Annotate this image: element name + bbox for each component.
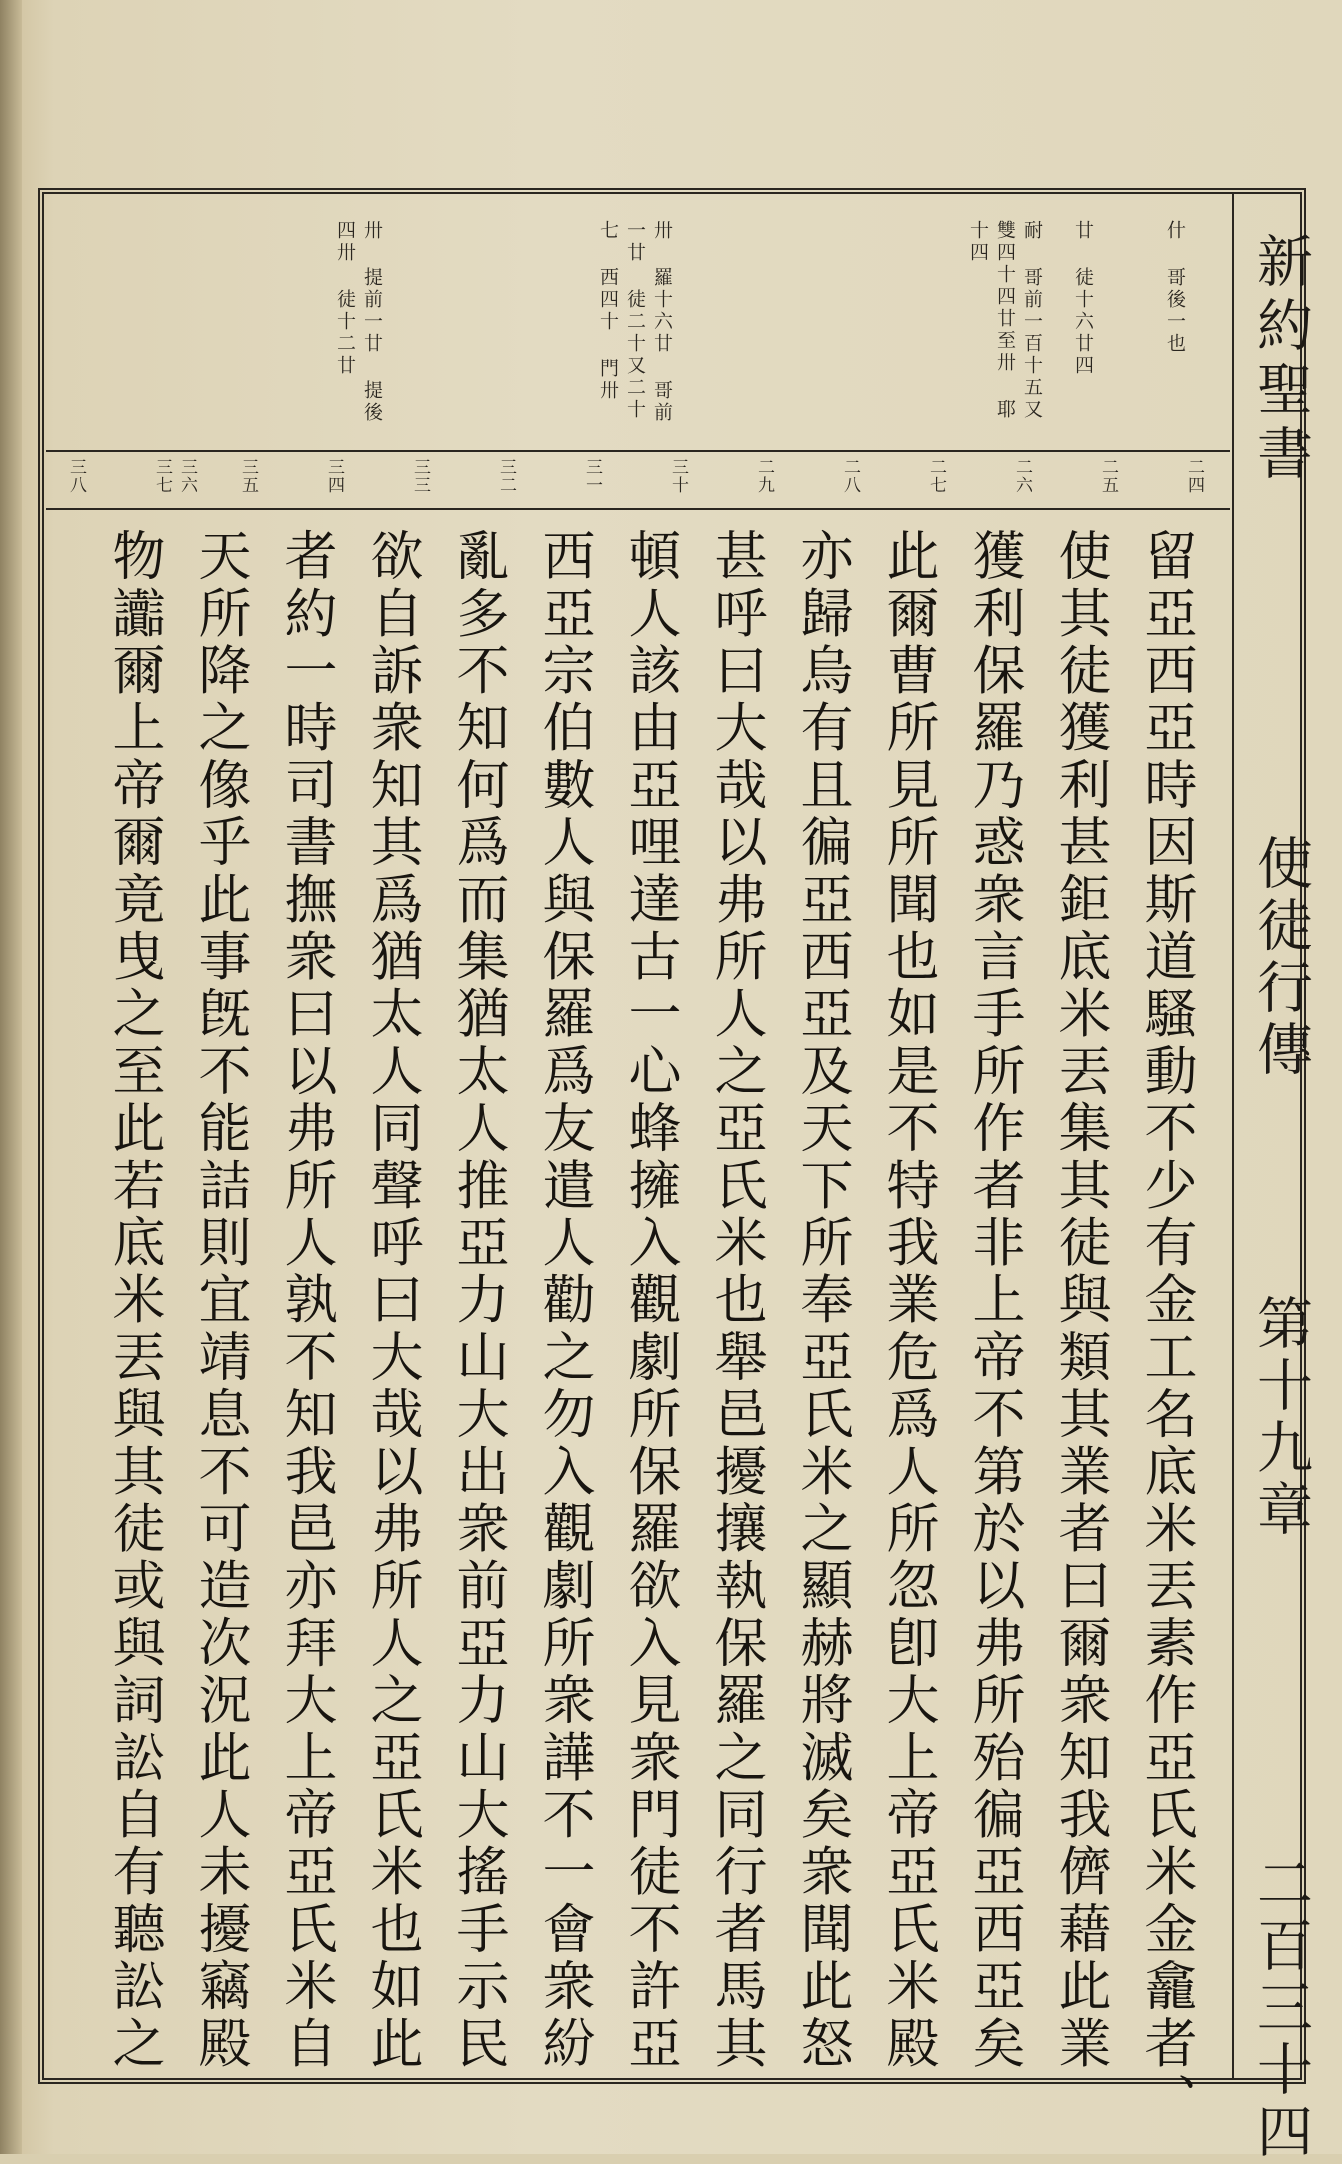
annotation-region bbox=[46, 196, 1230, 452]
annotation: 卅 提前一廿 提後四卅 徒十二廿 bbox=[334, 220, 383, 424]
verse-number: 三二 bbox=[496, 458, 516, 494]
body-column: 此爾曹所見所聞也如是不特我業危爲人所忽卽大上帝亞氏米殿 bbox=[878, 528, 939, 2073]
body-column: 留亞西亞時因斯道騷動不少有金工名底米丟素作亞氏米金龕者、 bbox=[1136, 528, 1197, 2130]
annotation: 耐 哥前一百十五又 雙四十四廿至卅 耶十四 bbox=[967, 220, 1043, 421]
body-column: 獲利保羅乃惑衆言手所作者非上帝不第於以弗所殆徧亞西亞矣 bbox=[964, 528, 1025, 2073]
body-column: 使其徒獲利甚鉅底米丟集其徒與類其業者曰爾衆知我儕藉此業 bbox=[1050, 528, 1111, 2073]
verse-number: 三四 bbox=[324, 458, 344, 494]
verse-number: 三五 bbox=[238, 458, 258, 494]
body-column: 亂多不知何爲而集猶太人推亞力山大出衆前亞力山大搖手示民 bbox=[448, 528, 509, 2073]
verse-number-row bbox=[46, 450, 1230, 510]
verse-number: 二七 bbox=[926, 458, 946, 494]
verse-number: 三十 bbox=[668, 458, 688, 494]
annotation: 廿 徒十六廿四 bbox=[1072, 220, 1094, 377]
section-title: 使徒行傳 bbox=[1248, 834, 1313, 1082]
verse-number: 三三 bbox=[410, 458, 430, 494]
verse-number: 二五 bbox=[1098, 458, 1118, 494]
chapter-heading: 第十九章 bbox=[1248, 1294, 1313, 1542]
body-column: 亦歸烏有且徧亞西亞及天下所奉亞氏米之顯赫將滅矣衆聞此怒 bbox=[792, 528, 853, 2073]
body-column: 頓人該由亞哩達古一心蜂擁入觀劇所保羅欲入見衆門徒不許亞 bbox=[620, 528, 681, 2073]
book-title: 新約聖書 bbox=[1248, 232, 1313, 488]
body-column: 天所降之像乎此事旣不能詰則宜靖息不可造次況此人未擾竊殿 bbox=[190, 528, 251, 2073]
verse-number: 三一 bbox=[582, 458, 602, 494]
body-column: 甚呼曰大哉以弗所人之亞氏米也舉邑擾攘執保羅之同行者馬其 bbox=[706, 528, 767, 2073]
annotation: 卅 羅十六廿 哥前一廿 徒二十又二十七 西四十 門卅 bbox=[597, 220, 673, 424]
page-number: 二百三十四 bbox=[1248, 1854, 1313, 2164]
body-column: 者約一時司書撫衆曰以弗所人孰不知我邑亦拜大上帝亞氏米自 bbox=[276, 528, 337, 2073]
verse-number: 二四 bbox=[1184, 458, 1204, 494]
title-strip bbox=[1232, 194, 1313, 2164]
verse-number: 二九 bbox=[754, 458, 774, 494]
body-column: 西亞宗伯數人與保羅爲友遣人勸之勿入觀劇所衆譁不一會衆紛 bbox=[534, 528, 595, 2073]
verse-number: 二八 bbox=[840, 458, 860, 494]
verse-number: 三八 bbox=[66, 458, 86, 494]
body-column: 欲自訴衆知其爲猶太人同聲呼曰大哉以弗所人之亞氏米也如此 bbox=[362, 528, 423, 2073]
verse-number: 二六 bbox=[1012, 458, 1032, 494]
body-column: 物讟爾上帝爾竟曳之至此若底米丟與其徒或與詞訟自有聽訟之 bbox=[104, 528, 165, 2073]
gutter-shadow bbox=[0, 0, 22, 2154]
verse-number: 三六三七 bbox=[152, 458, 197, 494]
annotation: 什 哥後一也 bbox=[1164, 220, 1186, 355]
